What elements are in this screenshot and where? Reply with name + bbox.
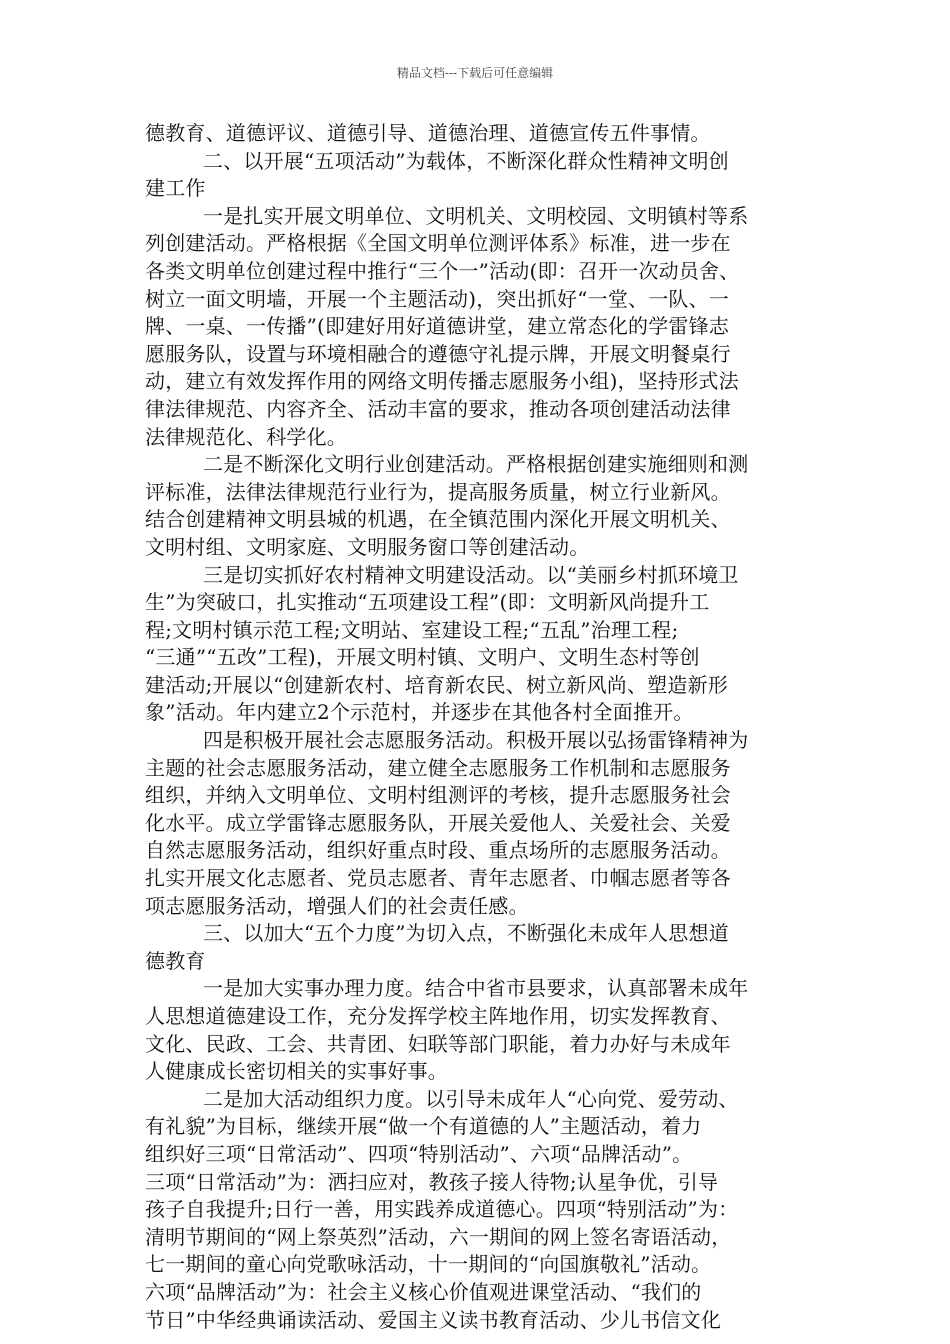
text-line: “三通”“五改”工程)，开展文明村镇、文明户、文明生态村等创 bbox=[145, 645, 700, 670]
text-line: 程;文明村镇示范工程;文明站、室建设工程;“五乱”治理工程; bbox=[145, 617, 679, 642]
text-line: 树立一面文明墙，开展一个主题活动)，突出抓好“一堂、一队、一 bbox=[145, 286, 730, 311]
document-body bbox=[145, 120, 810, 1334]
text-line: 人健康成长密切相关的实事好事。 bbox=[145, 1059, 448, 1084]
text-line: 清明节期间的“网上祭英烈”活动，六一期间的网上签名寄语活动， bbox=[145, 1224, 732, 1249]
text-line: 自然志愿服务活动，组织好重点时段、重点场所的志愿服务活动。 bbox=[145, 838, 731, 863]
text-line: 德教育 bbox=[145, 948, 206, 973]
text-line: 牌、一桌、一传播”(即建好用好道德讲堂，建立常态化的学雷锋志 bbox=[145, 314, 730, 339]
text-line: 项志愿服务活动，增强人们的社会责任感。 bbox=[145, 893, 529, 918]
text-line: 二是加大活动组织力度。以引导未成年人“心向党、爱劳动、 bbox=[203, 1086, 739, 1111]
text-line: 三是切实抓好农村精神文明建设活动。以“美丽乡村抓环境卫 bbox=[203, 562, 739, 587]
text-line: 律法律规范、内容齐全、活动丰富的要求，推动各项创建活动法律 bbox=[145, 396, 731, 421]
text-line: 七一期间的童心向党歌咏活动，十一期间的“向国旗敬礼”活动。 bbox=[145, 1252, 712, 1277]
text-line: 三、以加大“五个力度”为切入点，不断强化未成年人思想道 bbox=[203, 921, 729, 946]
text-line: 二是不断深化文明行业创建活动。严格根据创建实施细则和测 bbox=[203, 452, 749, 477]
text-line: 列创建活动。严格根据《全国文明单位测评体系》标准，进一步在 bbox=[145, 231, 731, 256]
text-line: 生”为突破口，扎实推动“五项建设工程”(即：文明新风尚提升工 bbox=[145, 590, 710, 615]
text-line: 四是积极开展社会志愿服务活动。积极开展以弘扬雷锋精神为 bbox=[203, 728, 749, 753]
text-line: 象”活动。年内建立2个示范村，并逐步在其他各村全面推开。 bbox=[145, 700, 694, 725]
text-line: 二、以开展“五项活动”为载体，不断深化群众性精神文明创 bbox=[203, 148, 729, 173]
page-header: 精品文档---下载后可任意编辑 bbox=[396, 66, 554, 80]
text-line: 评标准，法律法律规范行业行为，提高服务质量，树立行业新风。 bbox=[145, 479, 731, 504]
text-line: 化水平。成立学雷锋志愿服务队，开展关爱他人、关爱社会、关爱 bbox=[145, 810, 731, 835]
text-line: 三项“日常活动”为：洒扫应对，教孩子接人待物;认星争优，引导 bbox=[145, 1169, 719, 1194]
text-line: 主题的社会志愿服务活动，建立健全志愿服务工作机制和志愿服务 bbox=[145, 755, 731, 780]
text-line: 结合创建精神文明县城的机遇，在全镇范围内深化开展文明机关、 bbox=[145, 507, 731, 532]
text-line: 建工作 bbox=[145, 176, 206, 201]
text-line: 动，建立有效发挥作用的网络文明传播志愿服务小组)，坚持形式法 bbox=[145, 369, 739, 394]
text-line: 法律规范化、科学化。 bbox=[145, 424, 347, 449]
text-line: 一是加大实事办理力度。结合中省市县要求，认真部署未成年 bbox=[203, 976, 749, 1001]
text-line: 六项“品牌活动”为：社会主义核心价值观进课堂活动、“我们的 bbox=[145, 1279, 702, 1304]
text-line: 组织，并纳入文明单位、文明村组测评的考核，提升志愿服务社会 bbox=[145, 783, 731, 808]
text-line: 文明村组、文明家庭、文明服务窗口等创建活动。 bbox=[145, 534, 590, 559]
text-line: 有礼貌”为目标，继续开展“做一个有道德的人”主题活动，着力 bbox=[145, 1114, 702, 1139]
text-line: 德教育、道德评议、道德引导、道德治理、道德宣传五件事情。 bbox=[145, 121, 711, 145]
text-line: 组织好三项“日常活动”、四项“特别活动”、六项“品牌活动”。 bbox=[145, 1141, 693, 1166]
text-line: 一是扎实开展文明单位、文明机关、文明校园、文明镇村等系 bbox=[203, 203, 749, 228]
text-line: 愿服务队，设置与环境相融合的遵德守礼提示牌，开展文明餐桌行 bbox=[145, 341, 731, 366]
text-line: 文化、民政、工会、共青团、妇联等部门职能，着力办好与未成年 bbox=[145, 1031, 731, 1056]
text-line: 孩子自我提升;日行一善，用实践养成道德心。四项“特别活动”为： bbox=[145, 1197, 739, 1222]
text-line: 人思想道德建设工作，充分发挥学校主阵地作用，切实发挥教育、 bbox=[145, 1004, 731, 1028]
text-line: 节日”中华经典诵读活动、爱国主义读书教育活动、少儿书信文化 bbox=[145, 1307, 722, 1332]
text-line: 扎实开展文化志愿者、党员志愿者、青年志愿者、巾帼志愿者等各 bbox=[145, 866, 731, 891]
text-line: 各类文明单位创建过程中推行“三个一”活动(即：召开一次动员舍、 bbox=[145, 258, 740, 283]
text-line: 建活动;开展以“创建新农村、培育新农民、树立新风尚、塑造新形 bbox=[145, 672, 728, 697]
